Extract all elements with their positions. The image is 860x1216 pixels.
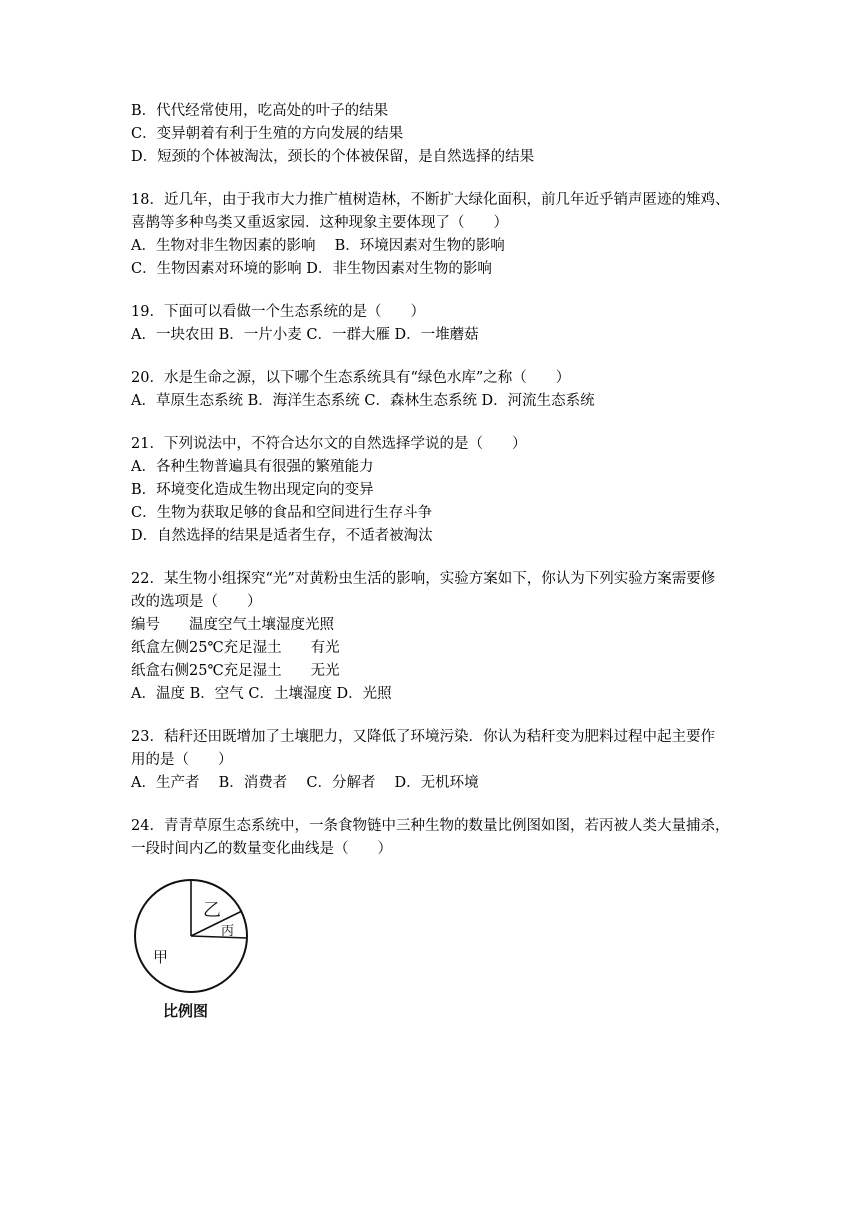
- pie-label-bing: 丙: [221, 924, 235, 939]
- q21-option-a: A．各种生物普遍具有很强的繁殖能力: [131, 459, 374, 475]
- q22-options: A．温度 B．空气 C．土壤湿度 D．光照: [131, 686, 392, 702]
- q22-table-row-left: 纸盒左侧25℃充足湿土 有光: [131, 640, 340, 656]
- q18-stem-line-1: 18．近几年，由于我市大力推广植树造林，不断扩大绿化面积，前几年近乎销声匿迹的雉鸡、: [131, 192, 730, 208]
- q23-stem-line-1: 23．秸秆还田既增加了土壤肥力，又降低了环境污染．你认为秸秆变为肥料过程中起主要作: [131, 729, 715, 745]
- pie-label-yi: 乙: [203, 900, 221, 921]
- q19-options: A．一块农田 B．一片小麦 C．一群大雁 D．一堆蘑菇: [131, 327, 479, 343]
- q20-stem: 20．水是生命之源，以下哪个生态系统具有“绿色水库”之称（ ）: [131, 370, 571, 386]
- q21-stem: 21．下列说法中，不符合达尔文的自然选择学说的是（ ）: [131, 436, 527, 452]
- q18-options-line-2: C．生物因素对环境的影响 D．非生物因素对生物的影响: [131, 261, 492, 277]
- q21-option-d: D．自然选择的结果是适者生存，不适者被淘汰: [131, 528, 433, 544]
- q23-stem-line-2: 用的是（ ）: [131, 752, 233, 768]
- q18-options-line-1: A．生物对非生物因素的影响 B．环境因素对生物的影响: [131, 238, 505, 254]
- q24-stem-line-1: 24．青青草原生态系统中，一条食物链中三种生物的数量比例图如图，若丙被人类大量捕杀，: [131, 818, 730, 834]
- q23-options: A．生产者 B．消费者 C．分解者 D．无机环境: [131, 775, 479, 791]
- q22-stem-line-1: 22．某生物小组探究“光”对黄粉虫生活的影响，实验方案如下，你认为下列实验方案需要修: [131, 571, 716, 587]
- proportion-pie: [131, 876, 251, 1006]
- q22-table-row-right: 纸盒右侧25℃充足湿土 无光: [131, 663, 340, 679]
- pie-label-jia: 甲: [153, 948, 169, 966]
- q20-options: A．草原生态系统 B．海洋生态系统 C．森林生态系统 D．河流生态系统: [131, 393, 595, 409]
- q17-option-c: C．变异朝着有利于生殖的方向发展的结果: [131, 126, 404, 142]
- q19-stem: 19．下面可以看做一个生态系统的是（ ）: [131, 304, 425, 320]
- q17-option-d: D．短颈的个体被淘汰，颈长的个体被保留，是自然选择的结果: [131, 149, 535, 165]
- q21-option-c: C．生物为获取足够的食品和空间进行生存斗争: [131, 505, 433, 521]
- proportion-pie-figure: [131, 876, 251, 1026]
- q22-table-header: 编号 温度空气土壤湿度光照: [131, 617, 334, 633]
- question-page: [131, 100, 731, 861]
- q18-stem-line-2: 喜鹊等多种鸟类又重返家园．这种现象主要体现了（ ）: [131, 215, 508, 231]
- q24-stem-line-2: 一段时间内乙的数量变化曲线是（ ）: [131, 841, 392, 857]
- q22-stem-line-2: 改的选项是（ ）: [131, 594, 262, 610]
- q21-option-b: B．环境变化造成生物出现定向的变异: [131, 482, 374, 498]
- q17-option-b: B．代代经常使用，吃高处的叶子的结果: [131, 103, 389, 119]
- pie-divider-right: [191, 936, 247, 938]
- figure-caption: 比例图: [163, 1002, 209, 1020]
